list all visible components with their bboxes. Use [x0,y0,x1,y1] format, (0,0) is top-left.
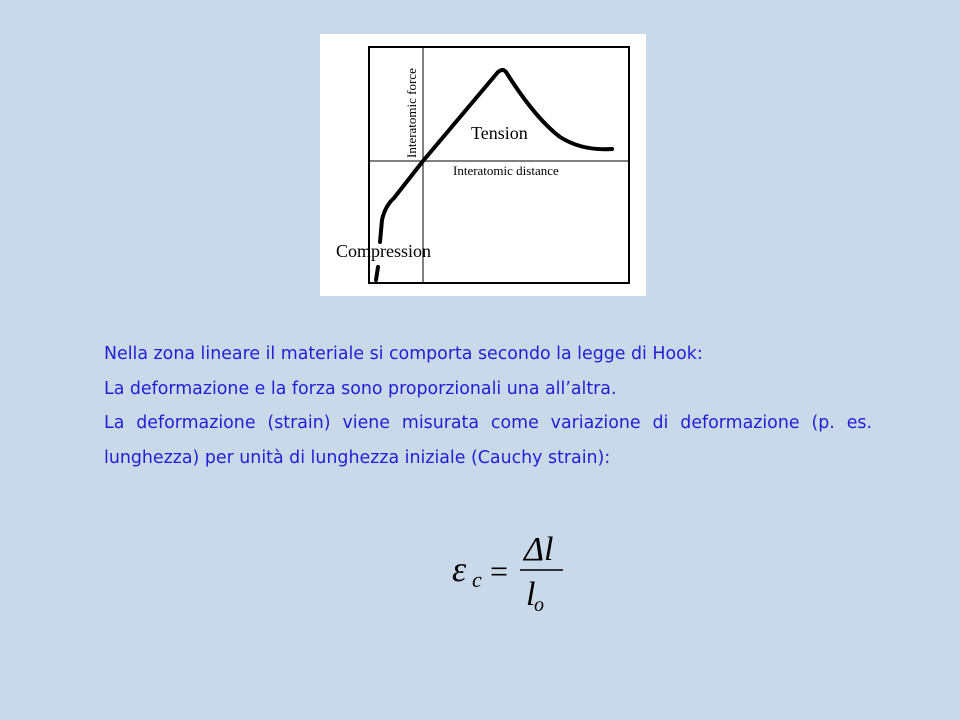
paragraph-hooke-law: Nella zona lineare il materiale si comporta secondo la legge di Hook: [104,344,703,364]
strain-symbol: ε [452,549,467,589]
x-axis-label: Interatomic distance [453,163,559,178]
force-curve-tail [376,267,378,280]
cauchy-strain-formula [450,527,590,619]
force-distance-diagram [320,34,646,296]
compression-label: Compression [336,241,432,261]
denominator-subscript: o [534,594,544,616]
y-axis-label: Interatomic force [404,68,419,158]
denominator-symbol: l [526,576,536,613]
numerator: Δl [524,531,554,568]
tension-label: Tension [471,123,528,143]
equals-sign: = [490,553,509,589]
paragraph-strain-definition: La deformazione (strain) viene misurata come variazione di deformazione (p. es. lunghezza) per unità di lunghezza iniziale (Cauchy strain): [104,413,872,468]
strain-subscript: c [472,567,482,592]
explanation-text [104,337,872,475]
paragraph-proportionality: La deformazione e la forza sono proporzionali una all’altra. [104,378,617,399]
